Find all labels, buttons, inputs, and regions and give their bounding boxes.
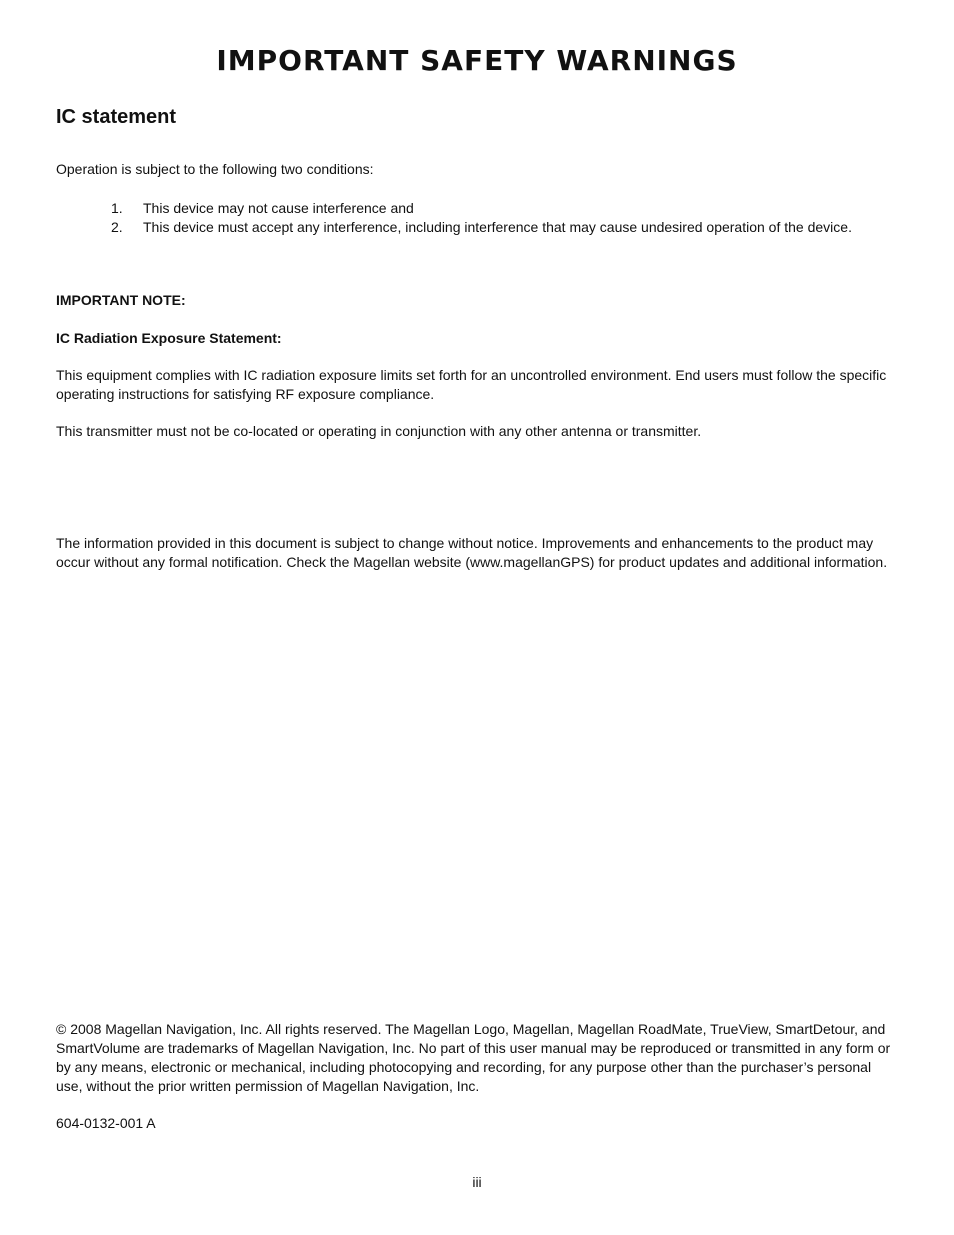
section-heading-ic-statement: IC statement <box>56 106 177 128</box>
important-note-label: IMPORTANT NOTE: <box>56 292 186 308</box>
page-title: IMPORTANT SAFETY WARNINGS <box>216 44 738 77</box>
list-item <box>56 218 898 237</box>
list-item-number: 2. <box>111 219 123 235</box>
transmitter-paragraph: This transmitter must not be co-located or operating in conjunction with any other antenna or transmitter. <box>56 423 702 439</box>
conditions-intro: Operation is subject to the following two conditions: <box>56 161 374 177</box>
list-item <box>56 199 898 218</box>
conditions-list <box>56 199 898 237</box>
list-item-number: 1. <box>111 200 123 216</box>
list-item-text: This device may not cause interference and <box>143 200 414 216</box>
radiation-exposure-paragraph: This equipment complies with IC radiation exposure limits set forth for an uncontrolled environment. End users must follow the specific operating instructions for satisfying RF exposure compliance. <box>56 367 887 402</box>
page-number: iii <box>472 1174 482 1190</box>
list-item-text: This device must accept any interference, including interference that may cause undesired operation of the device. <box>143 219 852 235</box>
copyright-paragraph: © 2008 Magellan Navigation, Inc. All rights reserved. The Magellan Logo, Magellan, Magellan RoadMate, TrueView, SmartDetour, and SmartVolume are trademarks of Magellan Navigation, Inc. No part of this user manual may be reproduced or transmitted in any form or by any means, electronic or mechanical, including photocopying and recording, for any purpose other than the purchaser’s personal use, without the prior written permission of Magellan Navigation, Inc. <box>56 1021 891 1094</box>
radiation-exposure-heading: IC Radiation Exposure Statement: <box>56 330 282 346</box>
information-paragraph: The information provided in this document is subject to change without notice. Improvements and enhancements to the product may occur without any formal notification. Check the Magellan website (www.magellanGPS) for product updates and additional information. <box>56 535 888 570</box>
part-number: 604-0132-001 A <box>56 1115 156 1131</box>
